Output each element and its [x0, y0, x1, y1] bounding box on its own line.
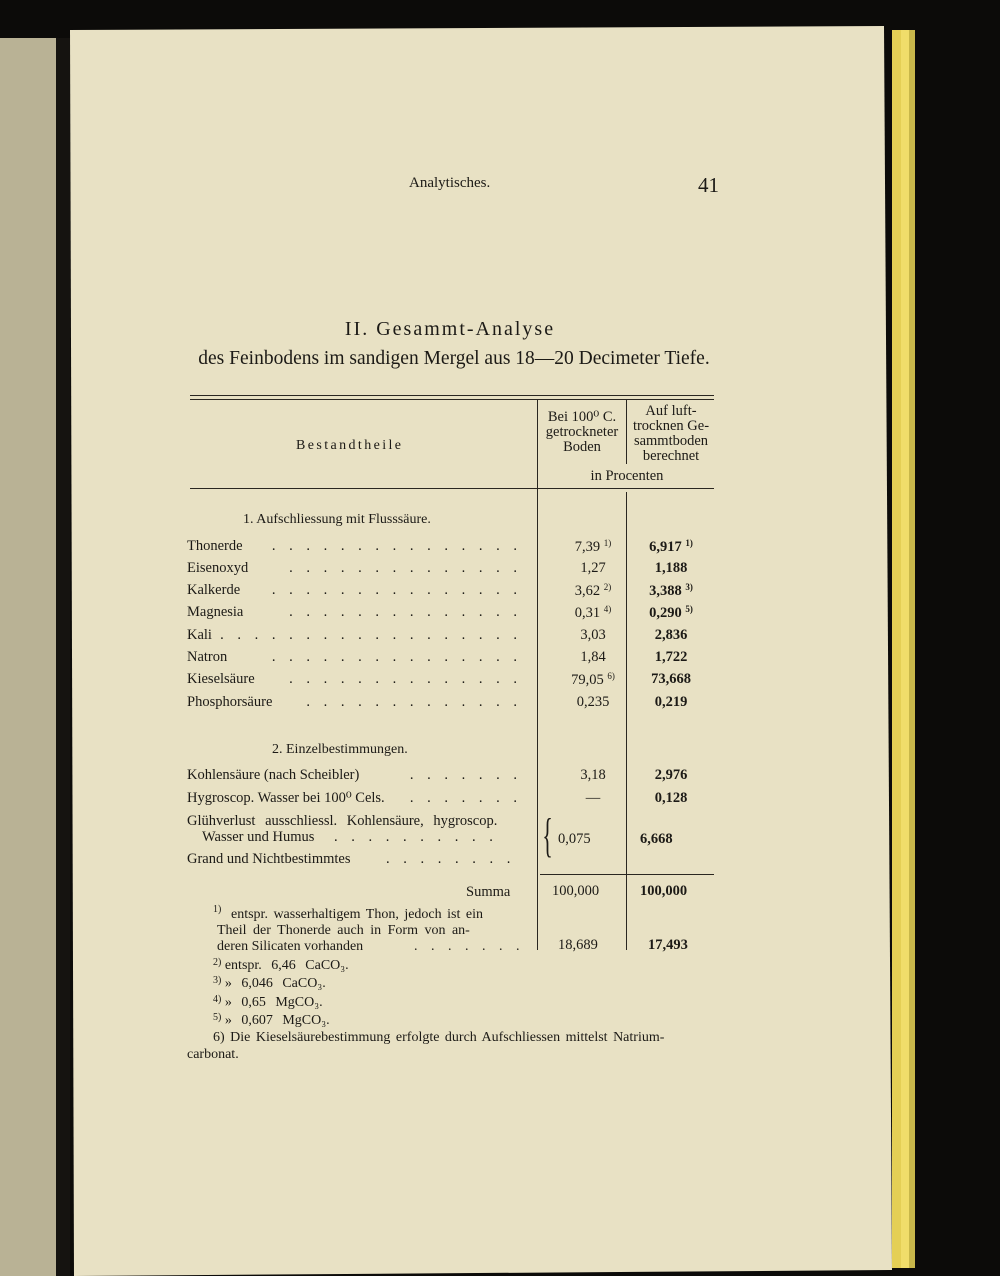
leader-dots: . . . . . . . . . . . . .: [306, 694, 522, 710]
page-number: 41: [698, 173, 719, 197]
footnote-ref: 4): [603, 604, 612, 614]
brace-icon: {: [542, 809, 553, 862]
leader-dots: . . . . . . . .: [386, 851, 516, 867]
header-line: getrockneter: [545, 424, 619, 440]
header-line: sammtboden: [633, 433, 709, 449]
unit-header: in Procenten: [590, 468, 664, 484]
leader-dots: . . . . . . . . . . . . . . .: [271, 582, 522, 598]
footnote-ref: 3): [685, 582, 693, 592]
summa-value-air-dried: 100,000: [640, 883, 688, 899]
footnote-text: entspr. 6,46 CaCO₃.: [224, 958, 349, 973]
column-header-air-dried: [628, 404, 714, 464]
row-label: Thonerde: [187, 538, 243, 554]
table-row: [187, 671, 712, 693]
row-label: Kieselsäure: [187, 671, 255, 687]
footnote-ref: 1): [685, 538, 693, 548]
value-air-dried: [637, 767, 705, 784]
value-dried: [565, 649, 621, 666]
column-divider-2-header: [626, 400, 627, 464]
footnote-line: [213, 994, 323, 1011]
row-label: Natron: [187, 649, 228, 665]
value-number: —: [585, 790, 601, 806]
footnote-line: [213, 957, 349, 974]
page-edge-yellow-2: [901, 30, 909, 1268]
thon-note-line1: entspr. wasserhaltigem Thon, jedoch ist ein: [231, 907, 483, 922]
column-header-bestandtheile: Bestandtheile: [296, 438, 404, 453]
value-number: 0,219: [654, 694, 688, 710]
summa-label: Summa: [466, 884, 511, 900]
value-air-dried: [637, 560, 705, 577]
leader-dots: . . . . . . . . . . . . . .: [289, 560, 522, 576]
page-edge-yellow-3: [909, 30, 915, 1268]
header-line: Boden: [563, 439, 601, 455]
footnote-text: » 0,65 MgCO₃.: [224, 995, 323, 1010]
value-dried: [565, 627, 621, 644]
thon-value-air-dried: 17,493: [648, 937, 688, 953]
footnote-6-line1: 6) Die Kieselsäurebestimmung erfolgte durch Aufschliessen mittelst Natrium-: [213, 1030, 665, 1045]
page-edge-yellow: [892, 30, 901, 1268]
value-number: 6,917: [649, 539, 682, 555]
thon-note-line2: Theil der Thonerde auch in Form von an-: [217, 923, 470, 938]
header-line: Bei 100⁰ C.: [547, 409, 617, 425]
table-row: [187, 790, 712, 812]
leader-dots: . . . . . . . . . . . . . . . . . .: [220, 627, 522, 643]
value-air-dried: [637, 604, 705, 622]
footnote-text: » 0,607 MgCO₃.: [224, 1013, 330, 1028]
footnote-marker: 5): [213, 1012, 222, 1023]
leader-dots: . . . . . . .: [409, 767, 522, 783]
value-air-dried: [637, 671, 705, 688]
footnote-ref: 2): [603, 582, 612, 592]
value-dried: [565, 538, 621, 556]
table-header-rule: [190, 488, 714, 489]
table-row: [187, 538, 712, 560]
footnote-ref: 1): [603, 538, 612, 548]
value-number: 1,84: [580, 649, 606, 665]
value-air-dried: [637, 790, 705, 807]
row-label: Kalkerde: [187, 582, 241, 598]
value-dried: [565, 790, 621, 807]
value-number: 0,31: [574, 605, 601, 621]
footnote-text: » 6,046 CaCO₃.: [224, 976, 326, 991]
grand-label: Grand und Nichtbestimmtes: [187, 851, 351, 867]
footnote-marker: 3): [213, 975, 222, 986]
section-title: 1. Aufschliessung mit Flusssäure.: [243, 512, 431, 527]
value-dried: [565, 604, 621, 622]
value-number: 3,18: [580, 767, 606, 783]
footnote-6-line2: carbonat.: [187, 1047, 239, 1062]
leader-dots: . . . . . . .: [409, 790, 522, 806]
value-air-dried: [637, 582, 705, 600]
footnote-marker: 2): [213, 957, 222, 968]
value-air-dried: [637, 627, 705, 644]
table-top-rule: [190, 395, 714, 396]
table-row: [187, 627, 712, 649]
row-label: Magnesia: [187, 604, 244, 620]
value-dried: [565, 560, 621, 577]
footnote-line: [213, 975, 326, 992]
section-title: 2. Einzelbestimmungen.: [272, 742, 408, 757]
thon-note-line3: deren Silicaten vorhanden: [217, 939, 364, 954]
book-gutter: [56, 38, 70, 1276]
row-label: Hygroscop. Wasser bei 100⁰ Cels.: [187, 790, 385, 806]
value-number: 2,976: [654, 767, 688, 783]
value-number: 3,62: [574, 583, 601, 599]
table-row: [187, 649, 712, 671]
footnote-marker: 1): [213, 904, 222, 915]
value-dried: [565, 694, 621, 711]
leader-dots: . . . . . . . . . . . . . .: [289, 604, 522, 620]
row-label: Kohlensäure (nach Scheibler): [187, 767, 360, 783]
footnote-marker: 4): [213, 994, 222, 1005]
leader-dots: . . . . . . .: [414, 939, 525, 954]
leader-dots: . . . . . . . . . . . . . . .: [271, 538, 522, 554]
value-air-dried: [637, 649, 705, 666]
table-title: II. Gesammt-Analyse: [344, 318, 556, 340]
summa-value-dried: 100,000: [552, 883, 600, 899]
header-line: berechnet: [642, 448, 700, 464]
value-number: 0,128: [654, 790, 688, 806]
table-row: [187, 694, 712, 716]
table-row: [187, 560, 712, 582]
column-header-dried-soil: [539, 410, 625, 455]
table-row: [187, 582, 712, 604]
header-line: trocknen Ge-: [632, 418, 710, 434]
value-number: 1,27: [580, 560, 606, 576]
leader-dots: . . . . . . . . . . . . . . .: [271, 649, 522, 665]
value-dried: [565, 767, 621, 784]
table-row: [187, 604, 712, 626]
value-number: 1,188: [654, 560, 688, 576]
leader-dots: . . . . . . . . . . . . . .: [289, 671, 522, 687]
value-number: 7,39: [574, 539, 601, 555]
gluehverlust-label-line1: Glühverlust ausschliessl. Kohlensäure, hygroscop.: [187, 813, 498, 829]
value-number: 73,668: [651, 671, 691, 687]
value-number: 1,722: [654, 649, 688, 665]
value-air-dried: [637, 694, 705, 711]
value-dried: [565, 671, 621, 689]
combined-value-air-dried: 6,668: [640, 831, 673, 847]
footnote-ref: 6): [607, 671, 615, 681]
running-header: Analytisches.: [409, 175, 491, 191]
footnote-ref: 5): [685, 604, 693, 614]
value-dried: [565, 582, 621, 600]
combined-value-dried: 0,075: [558, 831, 591, 847]
value-number: 0,235: [576, 694, 610, 710]
value-air-dried: [637, 538, 705, 556]
header-line: Auf luft-: [645, 403, 697, 419]
row-label: Kali: [187, 627, 212, 643]
left-page: [0, 38, 56, 1276]
value-number: 3,388: [649, 583, 682, 599]
leader-dots: . . . . . . . . . .: [334, 829, 498, 845]
value-number: 2,836: [654, 627, 688, 643]
row-label: Eisenoxyd: [187, 560, 249, 576]
table-row: [187, 767, 712, 789]
table-subtitle: des Feinbodens im sandigen Mergel aus 18—20 Decimeter Tiefe.: [198, 348, 710, 369]
summa-rule: [540, 874, 714, 875]
row-label: Phosphorsäure: [187, 694, 273, 710]
value-number: 3,03: [580, 627, 606, 643]
footnote-line: [213, 1012, 330, 1029]
thon-value-dried: 18,689: [558, 937, 598, 953]
value-number: 0,290: [649, 605, 682, 621]
gluehverlust-label-line2: Wasser und Humus: [202, 829, 315, 845]
table-top-rule-2: [190, 399, 714, 400]
value-number: 79,05: [571, 672, 604, 688]
